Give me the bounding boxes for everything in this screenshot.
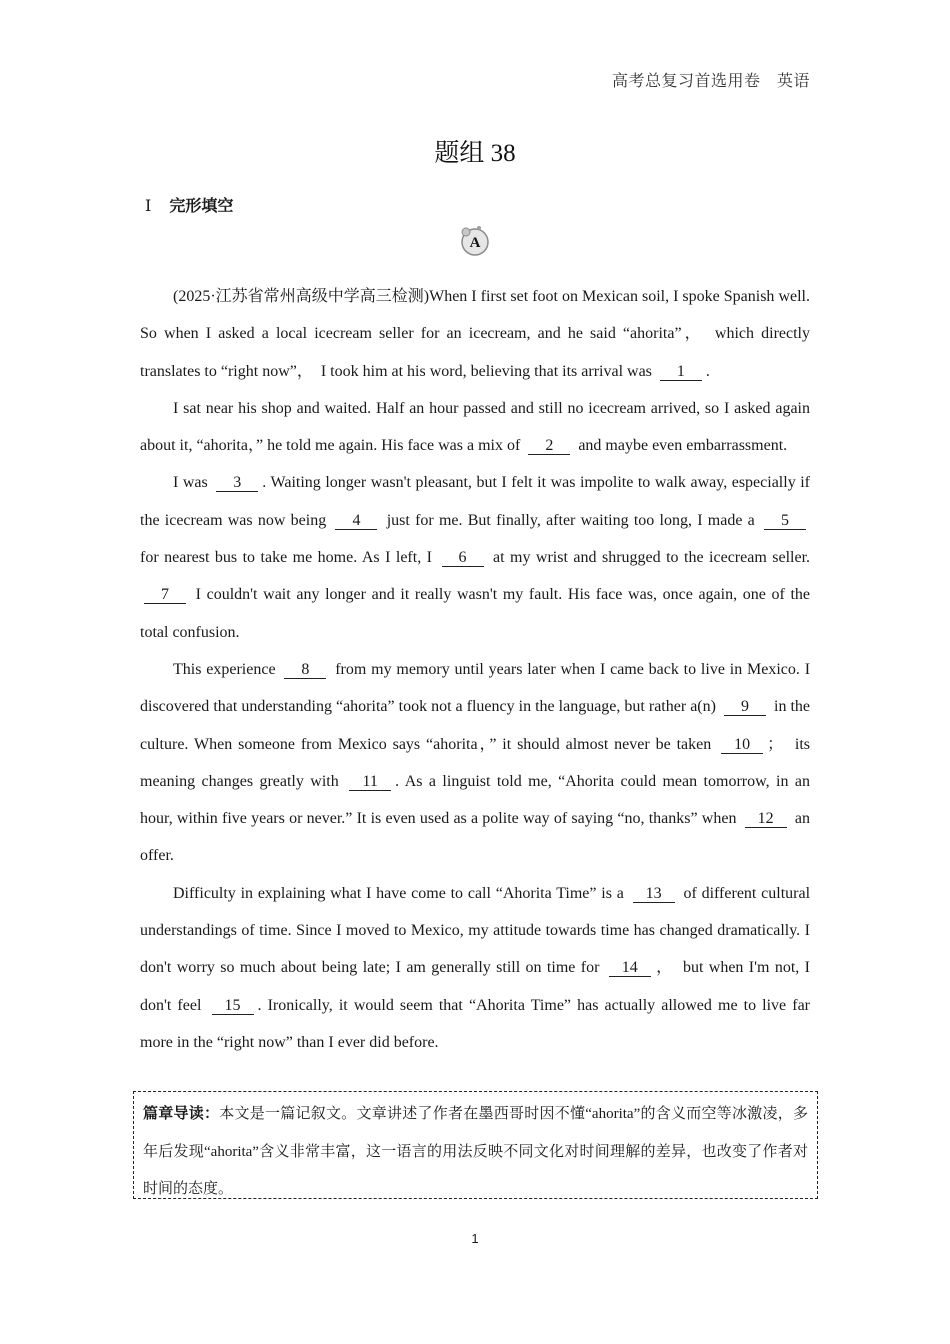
paragraph-4: This experience 8 from my memory until years later when I came back to live in Mexico. I discovered that understanding “ahorita” took not a fluency in the language, but rather a(n) 9 in the culture. When someone from Mexico says “ahorita，” it should almost never be taken 10 ； its meaning changes greatly with 11 . As a linguist told me, “Ahorita could mean tomorrow, in an hour, within five years or never.” It is even used as a polite way of saying “no, thanks” when 12 an offer. (140, 660, 811, 865)
paragraph-5: Difficulty in explaining what I have come to call “Ahorita Time” is a 13 of different cultural understandings of time. Since I moved to Mexico, my attitude towards time has changed dramatically. I don't worry so much about being late; I am generally still on time for 14 ， but when I'm not, I don't feel 15 . Ironically, it would seem that “Ahorita Time” has actually allowed me to live far more in the “right now” than I ever did before. (140, 884, 811, 1051)
blank-3[interactable]: 3 (216, 475, 258, 492)
blank-6[interactable]: 6 (442, 550, 484, 567)
blank-12[interactable]: 12 (745, 811, 787, 828)
page-number: 1 (471, 1231, 479, 1246)
guide-label: 篇章导读： (143, 1106, 220, 1122)
blank-15[interactable]: 15 (212, 998, 254, 1015)
blank-8[interactable]: 8 (284, 662, 326, 679)
section-heading (145, 193, 233, 216)
cloze-passage (140, 278, 810, 1061)
blank-11[interactable]: 11 (349, 774, 391, 791)
paragraph-1: (2025·江苏省常州高级中学高三检测)When I first set foot on Mexican soil, I spoke Spanish well. So when I asked a local icecream seller for an icecream, and he said “ahorita”， which directly translates to “right now”， I took him at his word, believing that its arrival was 1 . (140, 288, 810, 380)
passage-badge-icon (458, 225, 490, 257)
page-title: 题组 38 (434, 140, 516, 167)
blank-14[interactable]: 14 (609, 960, 651, 977)
blank-7[interactable]: 7 (144, 587, 186, 604)
blank-10[interactable]: 10 (721, 737, 763, 754)
passage-a-badge (458, 225, 490, 257)
blank-4[interactable]: 4 (335, 513, 377, 530)
paragraph-3: I was 3 . Waiting longer wasn't pleasant, but I felt it was impolite to walk away, especially if the icecream was now being 4 just for me. But finally, after waiting too long, I made a 5 for nearest bus to take me home. As I left, I 6 at my wrist and shrugged to the icecream seller. 7 I couldn't wait any longer and it really wasn't my fault. His face was, once again, one of the total confusion. (140, 474, 811, 641)
guide-text: 本文是一篇记叙文。文章讲述了作者在墨西哥时因不懂“ahorita”的含义而空等冰激凌，多年后发现“ahorita”含义非常丰富，这一语言的用法反映不同文化对时间理解的差异，也改变了作者对时间的态度。 (143, 1106, 808, 1197)
blank-5[interactable]: 5 (764, 513, 806, 530)
paragraph-2: I sat near his shop and waited. Half an hour passed and still no icecream arrived, so I asked again about it, “ahorita，” he told me again. His face was a mix of 2 and maybe even embarrassment. (140, 399, 810, 455)
blank-2[interactable]: 2 (528, 438, 570, 455)
blank-9[interactable]: 9 (724, 699, 766, 716)
section-numeral: Ⅰ (145, 198, 152, 215)
chapter-guide-box (133, 1091, 818, 1199)
section-label: 完形填空 (169, 198, 234, 215)
source-note: (2025·江苏省常州高级中学高三检测) (173, 288, 430, 305)
blank-13[interactable]: 13 (633, 886, 675, 903)
running-header: 高考总复习首选用卷 英语 (611, 73, 810, 90)
blank-1[interactable]: 1 (660, 364, 702, 381)
passage-badge-letter: A (469, 235, 481, 251)
